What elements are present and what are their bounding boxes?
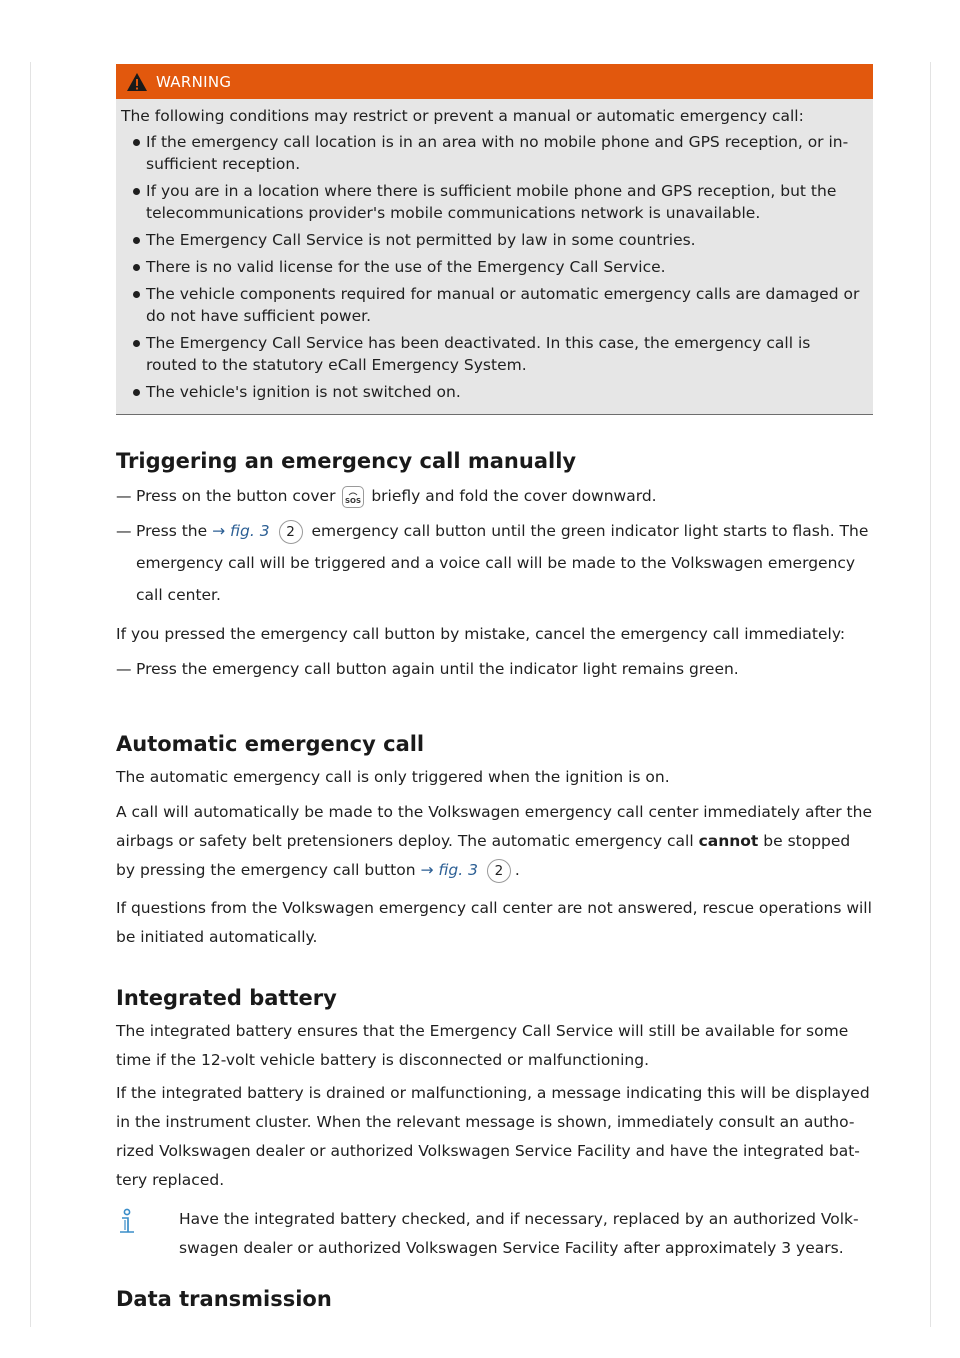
svg-text:SOS: SOS bbox=[345, 496, 362, 505]
paragraph-automatic-2 bbox=[116, 798, 873, 885]
emphasis-cannot: cannot bbox=[698, 832, 759, 850]
warning-header bbox=[116, 64, 873, 99]
heading-automatic-call: Automatic emergency call bbox=[116, 732, 425, 756]
warning-list-item: The vehicle's ignition is not switched on. bbox=[121, 381, 863, 403]
warning-list-item: The vehicle components required for manual or automatic emergency calls are damaged or do not have sufficient power. bbox=[121, 283, 863, 327]
warning-list bbox=[121, 131, 863, 403]
step-dash: — bbox=[116, 660, 132, 678]
heading-data-transmission: Data transmission bbox=[116, 1287, 332, 1311]
step-dash: — bbox=[116, 487, 132, 505]
callout-number-badge: 2 bbox=[279, 520, 303, 544]
paragraph-text-part: . bbox=[514, 861, 520, 879]
paragraph-automatic-3: If questions from the Volkswagen emergency call center are not answered, rescue operations will be initiated automatically. bbox=[116, 899, 872, 946]
step-text bbox=[116, 480, 873, 512]
paragraph-battery-1: The integrated battery ensures that the Emergency Call Service will still be available for some time if the 12-volt vehicle battery is disconnected or malfunctioning. bbox=[116, 1022, 849, 1069]
paragraph-cancel-intro: If you pressed the emergency call button by mistake, cancel the emergency call immediately: bbox=[116, 625, 846, 643]
warning-body bbox=[116, 99, 873, 415]
heading-integrated-battery: Integrated battery bbox=[116, 986, 337, 1010]
sos-button-cover-icon bbox=[342, 486, 364, 508]
step-cancel-call bbox=[116, 653, 873, 685]
step-text-part: emergency call button until the green indicator light starts to flash. The emergency call will be triggered and a voice call will be made to the Volkswagen emergency call center. bbox=[136, 522, 869, 604]
page-border-left bbox=[30, 62, 31, 1327]
step-press-button bbox=[116, 515, 873, 611]
heading-manual-call: Triggering an emergency call manually bbox=[116, 449, 577, 473]
warning-title: WARNING bbox=[156, 72, 232, 91]
figure-reference-label: fig. 3 bbox=[230, 522, 270, 540]
step-text-part: Press on the button cover bbox=[136, 487, 336, 505]
warning-triangle-icon bbox=[126, 72, 148, 92]
warning-list-item: The Emergency Call Service has been deactivated. In this case, the emergency call is routed to the statutory eCall Emergency System. bbox=[121, 332, 863, 376]
warning-list-item: If the emergency call location is in an area with no mobile phone and GPS reception, or in-sufficient reception. bbox=[121, 131, 863, 175]
warning-list-item: If you are in a location where there is sufficient mobile phone and GPS reception, but the telecommunications provider's mobile communications network is unavailable. bbox=[121, 180, 863, 224]
paragraph-text-part: A call will automatically be made to the Volkswagen emergency call center immediately after the airbags or safety belt pretensioners deploy. The automatic emergency call bbox=[116, 803, 872, 850]
warning-intro: The following conditions may restrict or prevent a manual or automatic emergency call: bbox=[121, 107, 804, 125]
note-text: Have the integrated battery checked, and if necessary, replaced by an authorized Volk-swagen dealer or authorized Volkswagen Service Facility after approximately 3 years. bbox=[179, 1210, 859, 1257]
step-text: Press the emergency call button again until the indicator light remains green. bbox=[136, 660, 739, 678]
page-border-right bbox=[930, 62, 931, 1327]
paragraph-battery-2: If the integrated battery is drained or malfunctioning, a message indicating this will be displayed in the instrument cluster. When the relevant message is shown, immediately consult an autho-rized Volkswagen dealer or authorized Volkswagen Service Facility and have the integrated bat-tery replaced. bbox=[116, 1084, 870, 1189]
figure-reference-link[interactable]: → fig. 3 bbox=[212, 522, 270, 540]
step-dash: — bbox=[116, 522, 132, 540]
figure-reference-label: fig. 3 bbox=[438, 861, 478, 879]
warning-list-item: The Emergency Call Service is not permitted by law in some countries. bbox=[121, 229, 863, 251]
callout-number-badge: 2 bbox=[487, 859, 511, 883]
info-note-icon bbox=[117, 1208, 137, 1236]
step-fold-cover bbox=[116, 480, 873, 512]
paragraph-automatic-1: The automatic emergency call is only triggered when the ignition is on. bbox=[116, 768, 670, 786]
step-text-part: Press the bbox=[136, 522, 208, 540]
warning-list-item: There is no valid license for the use of the Emergency Call Service. bbox=[121, 256, 863, 278]
step-text bbox=[116, 515, 873, 611]
paragraph-text-part: be stopped by pressing the emergency call button bbox=[116, 832, 851, 879]
step-text-part: briefly and fold the cover downward. bbox=[371, 487, 657, 505]
figure-reference-link[interactable]: → fig. 3 bbox=[420, 861, 478, 879]
warning-box bbox=[116, 64, 873, 415]
